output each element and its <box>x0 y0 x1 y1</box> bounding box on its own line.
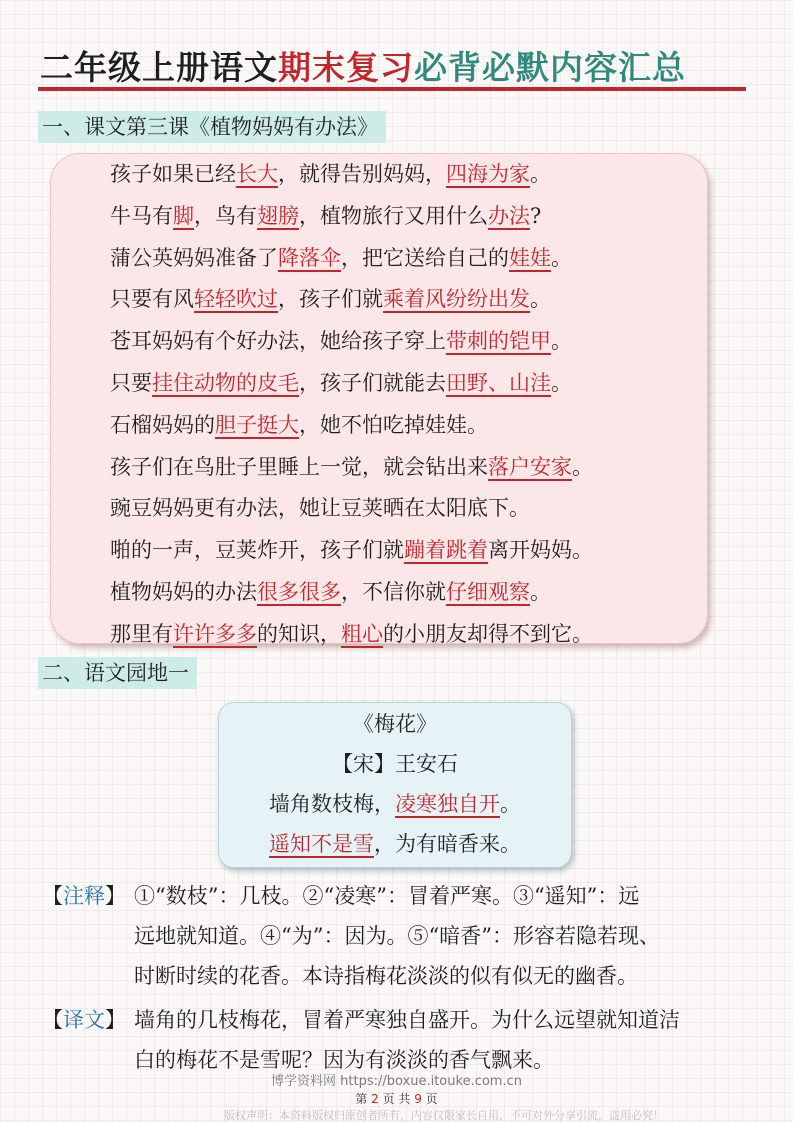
poem-meihua <box>218 702 572 864</box>
line-text: 。 <box>551 329 572 354</box>
lesson-line <box>110 572 710 614</box>
lesson-line <box>110 196 710 238</box>
translation-block <box>42 1000 762 1080</box>
notes-line: ①“数枝”：几枝。②“凌寒”：冒着严寒。③“遥知”：远 <box>134 884 640 908</box>
notes-tag <box>42 876 126 916</box>
line-text: 墙角数枝梅， <box>269 792 395 816</box>
answer-blank: 长大 <box>236 162 278 186</box>
line-text: 只要有风 <box>110 287 194 312</box>
line-text: 啪的一声，豆荚炸开，孩子们就 <box>110 538 404 563</box>
line-text: ，鸟有 <box>194 203 257 228</box>
lesson-line <box>110 614 710 656</box>
line-text: 离开妈妈。 <box>488 538 593 563</box>
answer-blank: 翅膀 <box>257 203 299 228</box>
line-text: 豌豆妈妈更有办法，她让豆荚晒在太阳底下。 <box>110 496 530 521</box>
line-text: ? <box>530 203 542 228</box>
line-text: ，把它送给自己的 <box>341 245 509 270</box>
line-text: 孩子如果已经 <box>110 162 236 186</box>
notes-line: 时断时续的花香。本诗指梅花淡淡的似有似无的幽香。 <box>134 964 638 988</box>
translation-tag <box>42 1000 126 1040</box>
line-text: 。 <box>530 162 551 186</box>
copyright-notice: 版权声明：本资料版权归原创者所有，内容仅限家长自用，不可对外分享引流，盗用必究！ <box>224 1109 664 1122</box>
notes-label: 注释 <box>63 884 105 908</box>
notes-row-3 <box>42 956 762 996</box>
footer-site: 博学资料网 https://boxue.itouke.com.cn <box>271 1074 522 1089</box>
poem-lines <box>218 784 572 864</box>
answer-blank: 遥知不是雪 <box>269 832 374 856</box>
translation-line: 白的梅花不是雪呢？因为有淡淡的香气飘来。 <box>134 1048 554 1072</box>
translation-row-1 <box>42 1000 762 1040</box>
answer-blank: 带刺的铠甲 <box>446 329 551 354</box>
answer-blank: 落户安家 <box>488 454 572 479</box>
line-text: 石榴妈妈的 <box>110 412 215 437</box>
lesson-line <box>110 488 710 530</box>
line-text: ，孩子们就能去 <box>299 370 446 395</box>
answer-blank: 四海为家 <box>446 162 530 186</box>
notes-block <box>42 876 762 996</box>
answer-blank: 娃娃 <box>509 245 551 270</box>
page-mid: 页 共 <box>378 1092 415 1106</box>
answer-blank: 粗心 <box>341 621 383 646</box>
notes-row-2 <box>42 916 762 956</box>
notes-bracket-close: 】 <box>105 884 126 908</box>
lesson-line <box>110 530 710 572</box>
answer-blank: 脚 <box>173 203 194 228</box>
line-text: 牛马有 <box>110 203 173 228</box>
line-text: 的知识， <box>257 621 341 646</box>
title-part-review: 期末复习 <box>278 48 414 87</box>
line-text: 。 <box>551 370 572 395</box>
translation-line: 墙角的几枝梅花，冒着严寒独自盛开。为什么远望就知道洁 <box>134 1008 680 1032</box>
section-heading-lesson3: 一、课文第三课《植物妈妈有办法》 <box>38 111 386 143</box>
lesson-line <box>110 405 710 447</box>
answer-blank: 乘着风纷纷出发 <box>383 287 530 312</box>
notes-bracket-open: 【 <box>42 884 63 908</box>
line-text: ，她不怕吃掉娃娃。 <box>299 412 488 437</box>
page-suffix: 页 <box>421 1092 438 1106</box>
answer-blank: 很多很多 <box>257 579 341 604</box>
section-heading-garden1: 二、语文园地一 <box>38 657 197 689</box>
title-underline <box>38 87 746 91</box>
line-text: 。 <box>530 287 551 312</box>
line-text: ，就得告别妈妈， <box>278 162 446 186</box>
lesson-line <box>110 321 710 363</box>
line-text: 植物妈妈的办法 <box>110 579 257 604</box>
answer-blank: 降落伞 <box>278 245 341 270</box>
line-text: 蒲公英妈妈准备了 <box>110 245 278 270</box>
lesson-line <box>110 154 710 196</box>
poem-title: 《梅花》 <box>353 712 437 736</box>
lesson-line <box>110 238 710 280</box>
notes-row-1 <box>42 876 762 916</box>
line-text: 只要 <box>110 370 152 395</box>
poem-author: 【宋】王安石 <box>332 752 458 776</box>
line-text: ，植物旅行又用什么 <box>299 203 488 228</box>
page-total: 9 <box>414 1092 422 1106</box>
answer-blank: 胆子挺大 <box>215 412 299 437</box>
line-text: 苍耳妈妈有个好办法，她给孩子穿上 <box>110 329 446 354</box>
line-text: 。 <box>500 792 521 816</box>
line-text: 那里有 <box>110 621 173 646</box>
line-text: ，不信你就 <box>341 579 446 604</box>
answer-blank: 许许多多 <box>173 621 257 646</box>
answer-blank: 挂住动物的皮毛 <box>152 370 299 395</box>
line-text: 。 <box>572 454 593 479</box>
answer-blank: 蹦着跳着 <box>404 538 488 563</box>
line-text: 。 <box>530 579 551 604</box>
line-text: 孩子们在鸟肚子里睡上一觉，就会钻出来 <box>110 454 488 479</box>
answer-blank: 办法 <box>488 203 530 228</box>
page-title <box>40 42 750 89</box>
lesson-line <box>110 279 710 321</box>
title-part-grade: 二年级上册语文 <box>40 48 278 87</box>
translation-bracket-close: 】 <box>105 1008 126 1032</box>
line-text: ，孩子们就 <box>278 287 383 312</box>
line-text: 的小朋友却得不到它。 <box>383 621 593 646</box>
answer-blank: 凌寒独自开 <box>395 792 500 816</box>
lesson-line <box>110 447 710 489</box>
translation-label: 译文 <box>63 1008 105 1032</box>
line-text: ，为有暗香来。 <box>374 832 521 856</box>
answer-blank: 轻轻吹过 <box>194 287 278 312</box>
lesson-text-lines <box>110 154 710 656</box>
page-current: 2 <box>371 1092 379 1106</box>
title-part-summary: 必背必默内容汇总 <box>414 48 686 87</box>
page-prefix: 第 <box>355 1092 372 1106</box>
footer-page-number <box>0 1090 793 1107</box>
answer-blank: 田野、山洼 <box>446 370 551 395</box>
notes-line: 远地就知道。④“为”：因为。⑤“暗香”：形容若隐若现、 <box>134 924 660 948</box>
lesson-line <box>110 363 710 405</box>
answer-blank: 仔细观察 <box>446 579 530 604</box>
poem-line <box>218 784 572 824</box>
poem-line <box>218 824 572 864</box>
line-text: 。 <box>551 245 572 270</box>
translation-bracket-open: 【 <box>42 1008 63 1032</box>
